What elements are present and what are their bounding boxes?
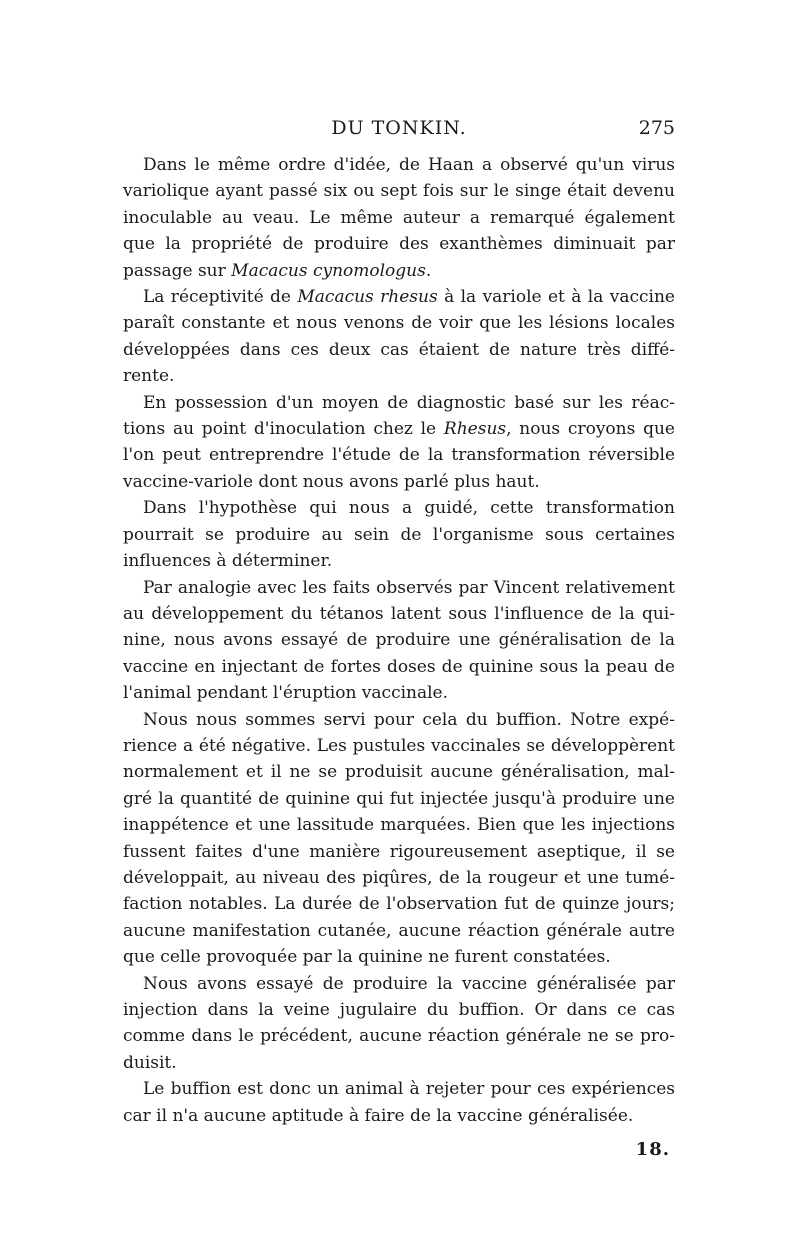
paragraph-3: En possession d'un moyen de diagnostic basé sur les réac-tions au point d'inoculation chez le Rhesus, nous croyons que l'on peut entreprendre l'étude de la transformation réversible vaccine-variole dont nous avons parlé plus haut. xyxy=(123,392,675,492)
paragraph-6: Nous nous sommes servi pour cela du buffion. Notre expé-rience a été négative. Les pustules vaccinales se développèrent normalement et il ne se produisit aucune généralisation, mal-gré la quantité de quinine qui fut injectée jusqu'à produire une inappétence et une lassitude marquées. Bien que les injections fussent faites d'une manière rigoureusement aseptique, il se développait, au niveau des piqûres, de la rougeur et une tumé-faction notables. La durée de l'observation fut de quinze jours; aucune manifestation cutanée, aucune réaction générale autre que celle provoquée par la quinine ne furent constatées. xyxy=(123,709,675,968)
running-header xyxy=(123,117,675,147)
signature-mark: 18. xyxy=(635,1139,670,1160)
paragraph-8: Le buffion est donc un animal à rejeter pour ces expériences car il n'a aucune aptitude à faire de la vaccine généralisée. xyxy=(123,1079,675,1126)
page-number: 275 xyxy=(638,117,675,139)
body-text xyxy=(123,152,675,1129)
paragraph-5: Par analogie avec les faits observés par Vincent relativement au développement du tétanos latent sous l'influence de la qui-nine, nous avons essayé de produire une généralisation de la vaccine en injectant de fortes doses de quinine sous la peau de l'animal pendant l'éruption vaccinale. xyxy=(123,577,675,704)
running-title: DU TONKIN. xyxy=(331,117,467,139)
paragraph-7: Nous avons essayé de produire la vaccine généralisée par injection dans la veine jugulaire du buffion. Or dans ce cas comme dans le précédent, aucune réaction générale ne se pro-duisit. xyxy=(123,973,675,1073)
paragraph-1: Dans le même ordre d'idée, de Haan a observé qu'un virus variolique ayant passé six ou sept fois sur le singe était devenu inoculable au veau. Le même auteur a remarqué également que la propriété de produire des exanthèmes diminuait par passage sur Macacus cynomologus. xyxy=(123,155,675,281)
paragraph-2: La réceptivité de Macacus rhesus à la variole et à la vaccine paraît constante et nous venons de voir que les lésions locales développées dans ces deux cas étaient de nature très diffé-rente. xyxy=(123,287,675,387)
paragraph-4: Dans l'hypothèse qui nous a guidé, cette transformation pourrait se produire au sein de l'organisme sous certaines influences à déterminer. xyxy=(123,498,675,572)
